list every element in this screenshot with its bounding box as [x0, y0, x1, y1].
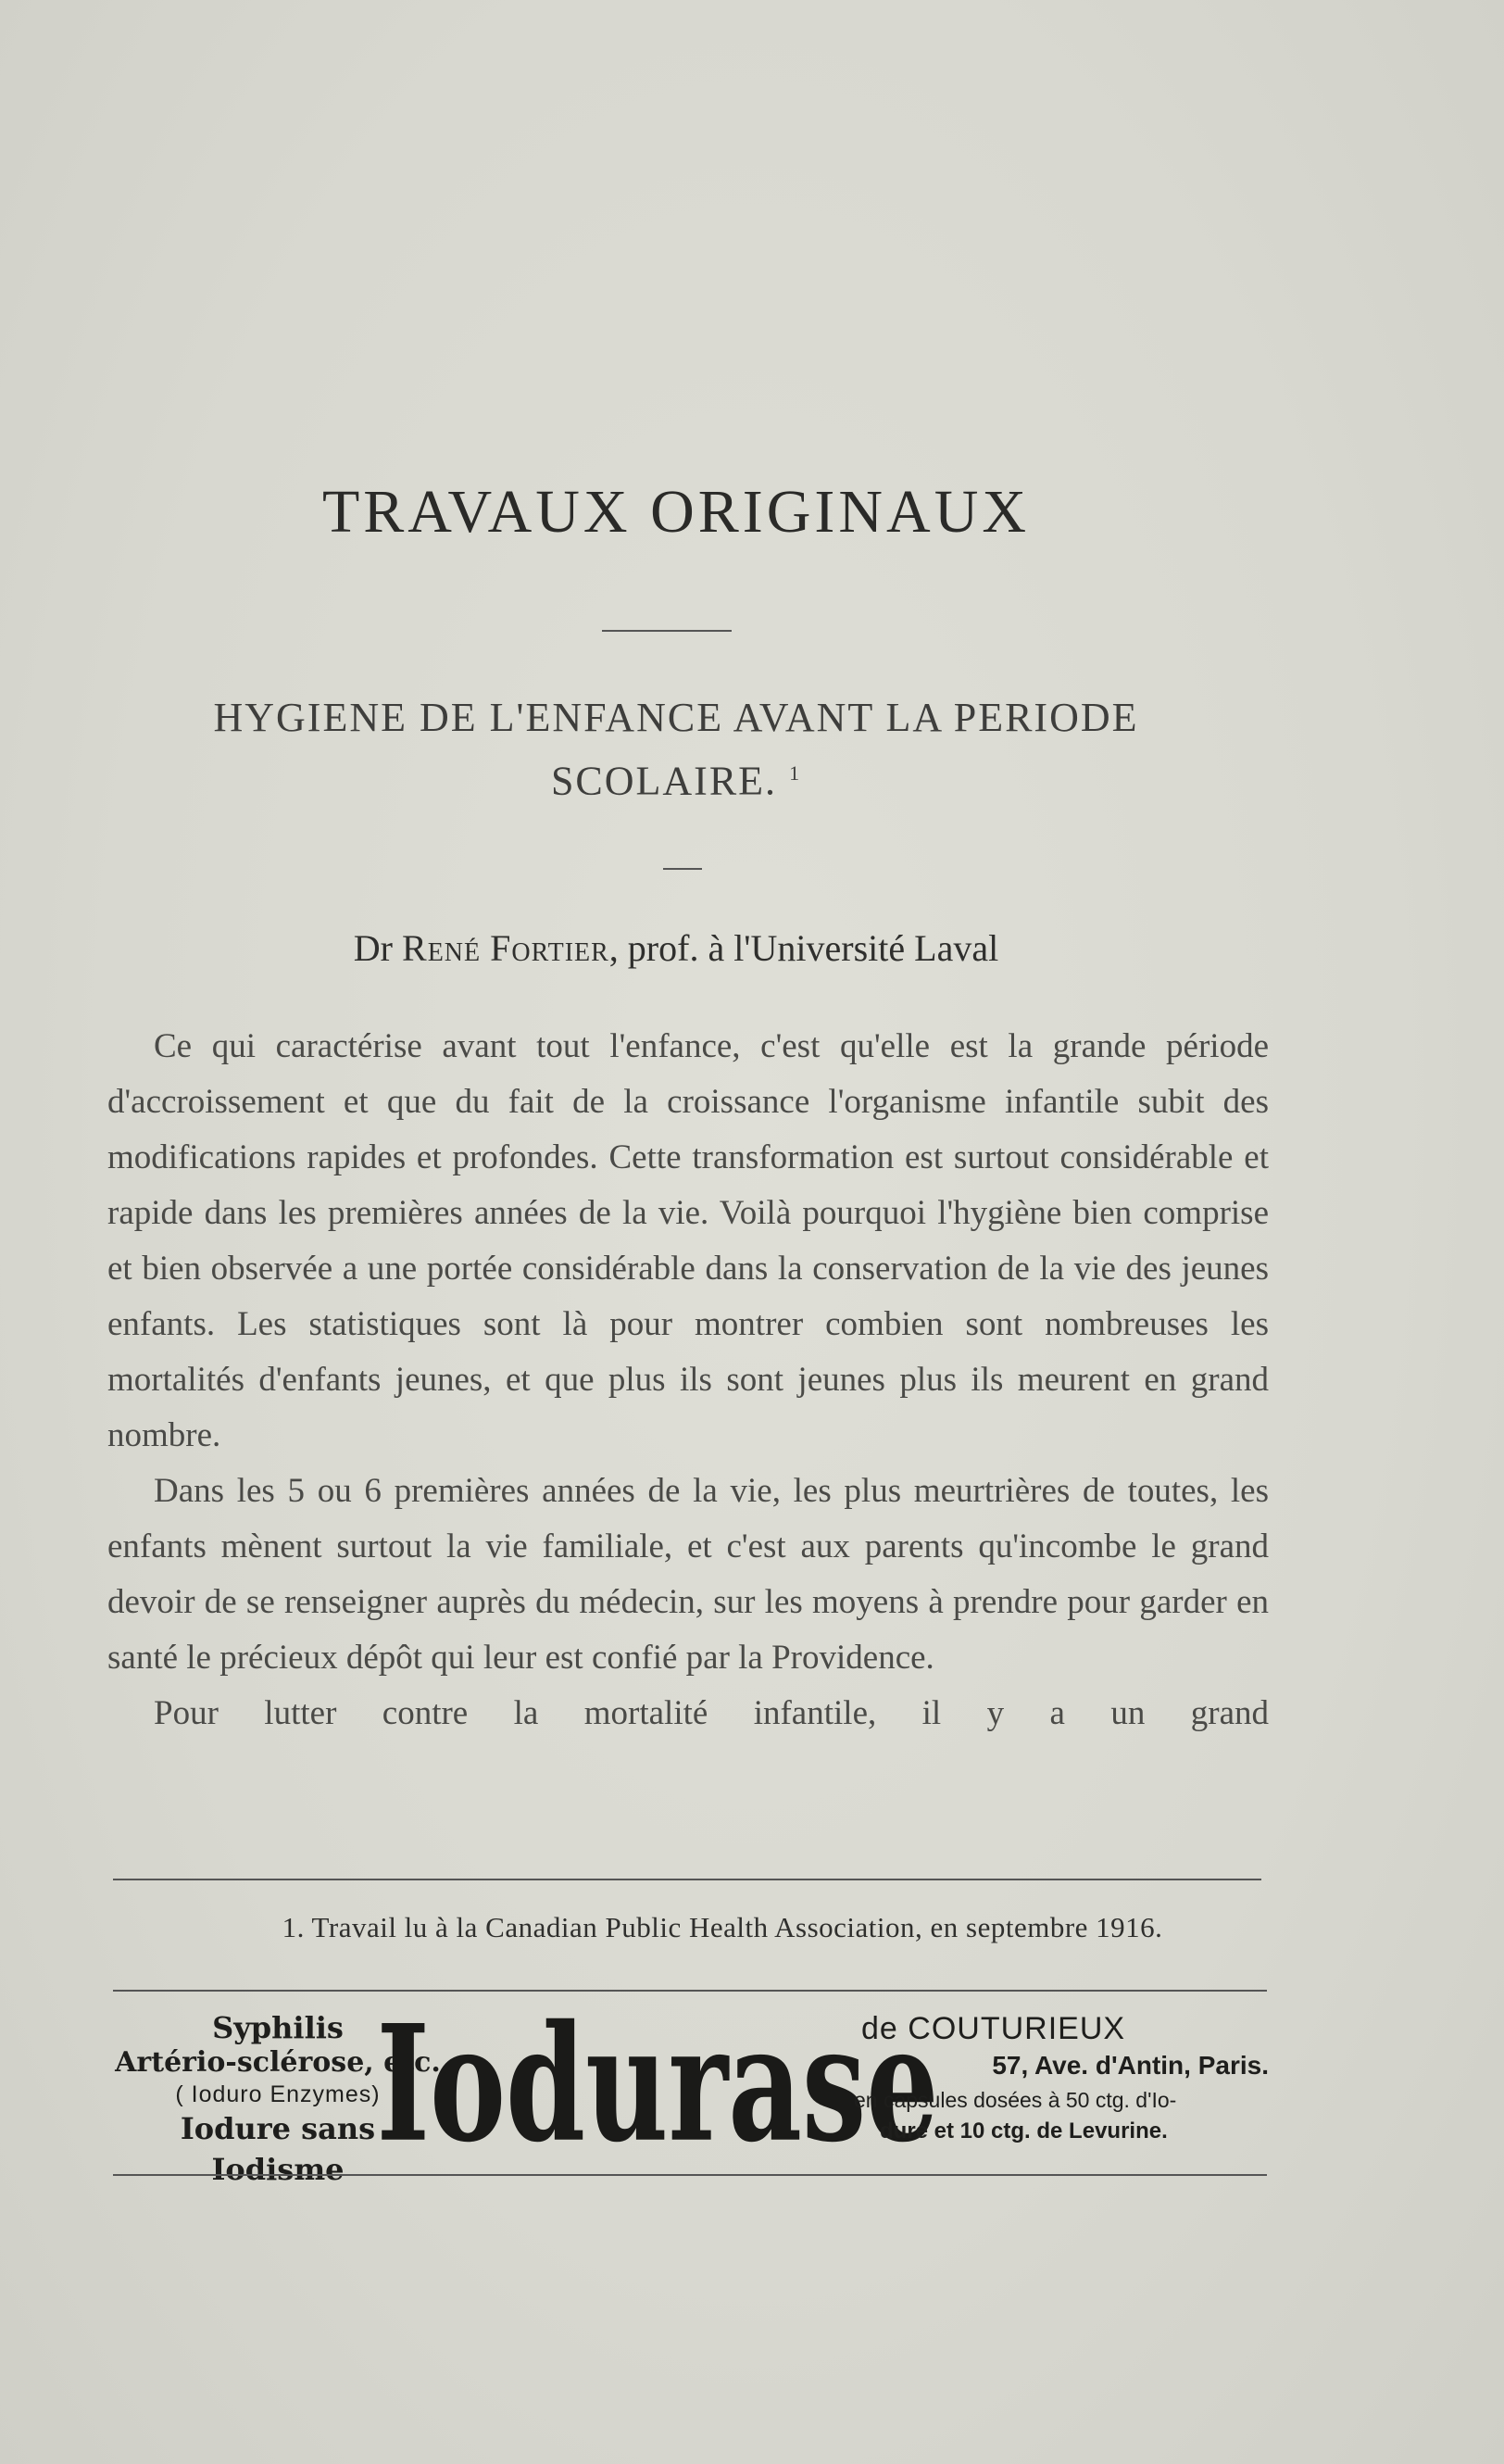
- article-title-line2: SCOLAIRE.: [550, 758, 778, 804]
- article-body: [107, 1019, 1269, 1741]
- byline: [0, 926, 1352, 970]
- advert-right-line: de COUTURIEUX: [861, 2011, 1126, 2046]
- title-divider: [602, 630, 732, 632]
- advert-brand-wordmark: Iodurase: [376, 1990, 939, 2179]
- article-title-line2-wrap: [111, 746, 1241, 810]
- article-title-line1: HYGIENE DE L'ENFANCE AVANT LA PERIODE: [213, 695, 1139, 740]
- footnote-divider: [113, 1879, 1261, 1880]
- footnote-marker: 1: [789, 761, 802, 785]
- advert-left-line: Syphilis: [212, 2010, 344, 2045]
- advert-right-line: 57, Ave. d'Antin, Paris.: [992, 2051, 1269, 2080]
- advert-left-line: ( Ioduro Enzymes): [175, 2081, 381, 2107]
- paragraph: Pour lutter contre la mortalité infantile, il y a un grand: [154, 1694, 1269, 1732]
- author-last-name: Fortier: [490, 927, 609, 969]
- article-title: [111, 690, 1241, 810]
- advert-right-block: [852, 2010, 1278, 2147]
- byline-prefix: Dr: [353, 927, 394, 969]
- advert-left-line: Artério-sclérose, etc.: [115, 2046, 441, 2079]
- advert-right-line: en capsules dosées à 50 ctg. d'Io-: [854, 2088, 1177, 2112]
- advert-bottom-rule: [113, 2174, 1267, 2176]
- author-affiliation: , prof. à l'Université Laval: [608, 927, 999, 969]
- section-title: TRAVAUX ORIGINAUX: [321, 478, 1031, 546]
- footnote: 1. Travail lu à la Canadian Public Health Association, en septembre 1916.: [282, 1911, 1163, 1943]
- paragraph: Dans les 5 ou 6 premières années de la vie, les plus meurtrières de toutes, les enfants mènent surtout la vie familiale, et c'est aux parents qu'incombe le grand devoir de se renseigner auprès du médecin, sur les moyens à prendre pour garder en santé le précieux dépôt qui leur est confié par la Providence.: [107, 1472, 1269, 1677]
- advert-left-line: Iodure sans Iodisme: [180, 2111, 376, 2187]
- advert-right-line: dure et 10 ctg. de Levurine.: [880, 2118, 1168, 2143]
- author-first-name: René: [402, 927, 482, 969]
- paragraph: Ce qui caractérise avant tout l'enfance, c'est qu'elle est la grande période d'accroissement et que du fait de la croissance l'organisme infantile subit des modifications rapides et profondes. Cette transformation est surtout considérable et rapide dans les premières années de la vie. Voilà pourquoi l'hygiène bien comprise et bien observée a une portée considérable dans la conservation de la vie des jeunes enfants. Les statistiques sont là pour montrer combien sont nombreuses les mortalités d'enfants jeunes, et que plus ils sont jeunes plus ils meurent en grand nombre.: [107, 1027, 1269, 1454]
- byline-divider: [663, 868, 702, 870]
